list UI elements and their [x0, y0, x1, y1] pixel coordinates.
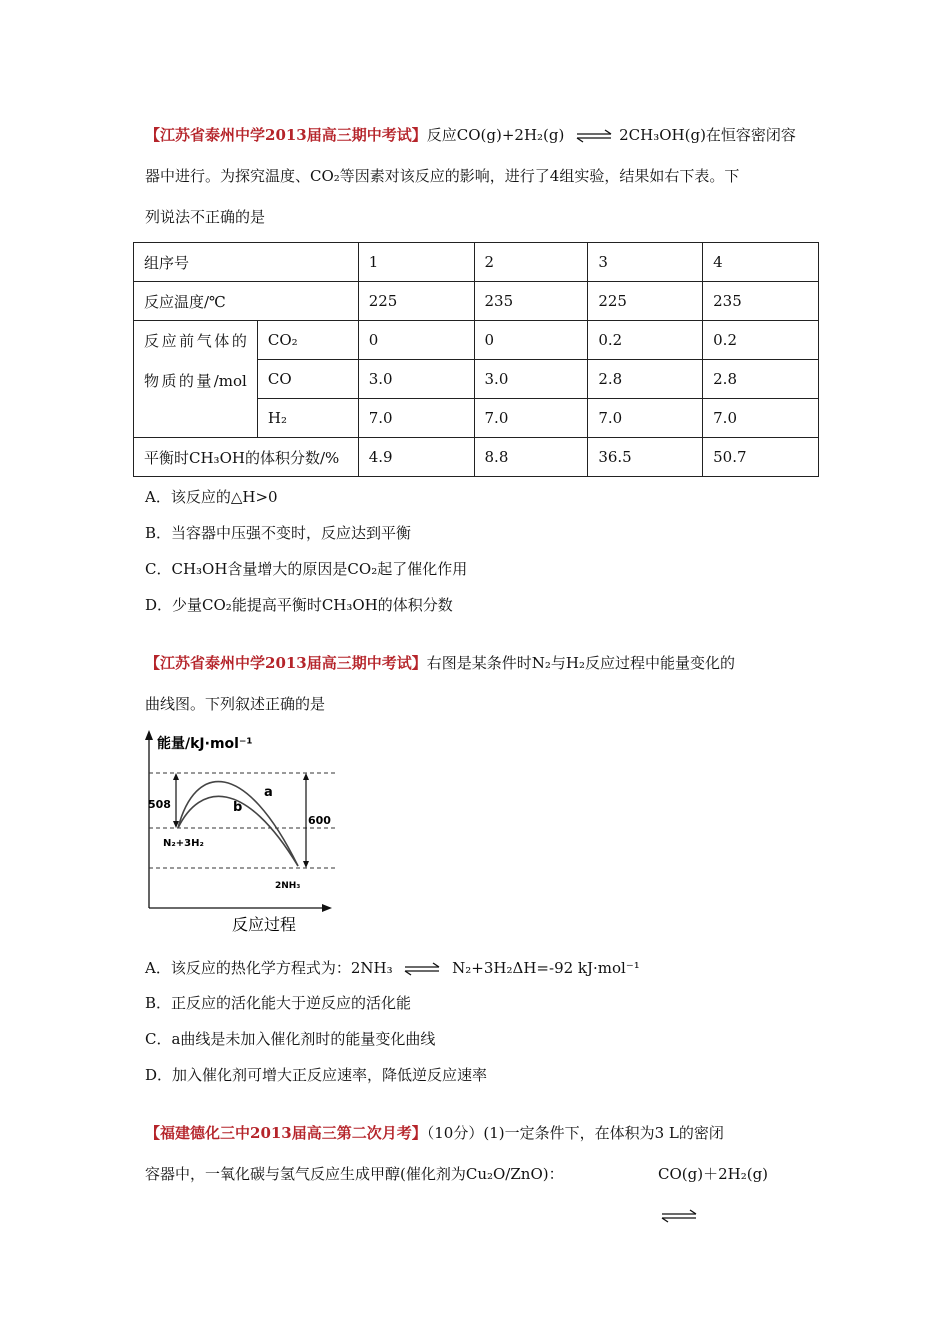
table-cell: 235 [703, 282, 819, 321]
energy-diagram [140, 728, 340, 936]
table-cell: 235 [474, 282, 588, 321]
table-cell: 0.2 [703, 321, 819, 360]
curve-a [178, 782, 298, 866]
value-600: 600 [308, 814, 331, 827]
q2-option-a-right: N₂+3H₂ΔH=-92 kJ·mol⁻¹ [452, 959, 640, 977]
y-axis-label: 能量/kJ·mol⁻¹ [157, 736, 253, 752]
table-cell: 3.0 [474, 360, 588, 399]
table-cell: H₂ [257, 399, 358, 438]
y-axis-arrow-icon [145, 730, 153, 740]
table-row-header [134, 243, 819, 282]
table-cell: CO₂ [257, 321, 358, 360]
q2-option-d: D．加入催化剂可增大正反应速率，降低逆反应速率 [145, 1066, 488, 1084]
arrow-up-icon [173, 773, 179, 780]
q2-stem [145, 643, 805, 725]
table-cell: 反应温度/℃ [134, 282, 359, 321]
q2-option-c: C．a曲线是未加入催化剂时的能量变化曲线 [145, 1030, 436, 1048]
q1-option-c: C．CH₃OH含量增大的原因是CO₂起了催化作用 [145, 560, 468, 578]
table-cell: 4 [703, 243, 819, 282]
q3-equation [658, 1154, 805, 1236]
q1-source: 【江苏省泰州中学2013届高三期中考试】 [145, 126, 427, 144]
table-cell: 3 [588, 243, 703, 282]
gas-amount-label: 反应前气体的物质的量/mol [134, 321, 258, 438]
q3-line1-text: （10分）(1)一定条件下，在体积为3 L的密闭 [426, 1124, 724, 1142]
table-cell: CO [257, 360, 358, 399]
table-cell: 0.2 [588, 321, 703, 360]
q3-stem [145, 1113, 805, 1195]
q2-option-a-left: A．该反应的热化学方程式为：2NH₃ [145, 959, 393, 977]
table-cell: 225 [588, 282, 703, 321]
table-cell: 2 [474, 243, 588, 282]
q1-line3: 列说法不正确的是 [145, 208, 266, 226]
x-axis-arrow-icon [322, 904, 332, 912]
table-cell: 50.7 [703, 438, 819, 477]
reactant-label: N₂+3H₂ [163, 838, 204, 849]
table-cell: 225 [358, 282, 474, 321]
curve-b-label: b [233, 800, 243, 815]
table-cell: 7.0 [588, 399, 703, 438]
q2-option-a [145, 957, 640, 978]
equilibrium-arrow-icon [575, 129, 613, 143]
table-row-result [134, 438, 819, 477]
q1-option-b: B．当容器中压强不变时，反应达到平衡 [145, 524, 412, 542]
table-cell: 组序号 [134, 243, 359, 282]
q1-option-d: D．少量CO₂能提高平衡时CH₃OH的体积分数 [145, 596, 453, 614]
q1-line1 [145, 115, 805, 156]
q3-equation-text: CO(g)＋2H₂(g) [658, 1165, 769, 1183]
table-cell: 2.8 [588, 360, 703, 399]
q2-source: 【江苏省泰州中学2013届高三期中考试】 [145, 654, 427, 672]
table-cell: 8.8 [474, 438, 588, 477]
table-cell: 0 [474, 321, 588, 360]
q3-line1 [145, 1113, 805, 1154]
table-cell: 7.0 [358, 399, 474, 438]
table-cell: 7.0 [474, 399, 588, 438]
product-label: 2NH₃ [275, 881, 301, 891]
arrow-up-icon [303, 773, 309, 780]
q1-option-a: A．该反应的△H>0 [145, 488, 278, 506]
equilibrium-arrow-icon [660, 1209, 698, 1223]
q1-line2: 器中进行。为探究温度、CO₂等因素对该反应的影响，进行了4组实验，结果如右下表。下 [145, 167, 740, 185]
table-cell: 4.9 [358, 438, 474, 477]
q2-line1-text: 右图是某条件时N₂与H₂反应过程中能量变化的 [426, 654, 735, 672]
table-cell: 36.5 [588, 438, 703, 477]
q3-line2-text: 容器中，一氧化碳与氢气反应生成甲醇(催化剂为Cu₂O/ZnO)： [145, 1165, 564, 1183]
table-cell: 1 [358, 243, 474, 282]
q3-source: 【福建德化三中2013届高三第二次月考】 [145, 1124, 427, 1142]
q1-stem [145, 115, 805, 238]
energy-diagram-svg [140, 728, 340, 936]
table-cell: 2.8 [703, 360, 819, 399]
value-508: 508 [148, 798, 171, 811]
arrow-down-icon [303, 861, 309, 868]
x-axis-label: 反应过程 [232, 915, 297, 934]
equilibrium-arrow-icon [403, 962, 441, 976]
table-cell: 0 [358, 321, 474, 360]
table-row-co2 [134, 321, 819, 360]
q2-line1 [145, 643, 805, 684]
q1-stem-a: 反应CO(g)+2H₂(g) [426, 126, 565, 144]
q2-option-b: B．正反应的活化能大于逆反应的活化能 [145, 994, 412, 1012]
q2-line2: 曲线图。下列叙述正确的是 [145, 695, 326, 713]
table-cell: 3.0 [358, 360, 474, 399]
table-row-temp [134, 282, 819, 321]
experiment-table [133, 242, 819, 477]
table-cell: 7.0 [703, 399, 819, 438]
q3-line2 [145, 1154, 805, 1195]
table-cell: 平衡时CH₃OH的体积分数/% [134, 438, 359, 477]
q1-stem-b: 2CH₃OH(g)在恒容密闭容 [619, 126, 796, 144]
curve-a-label: a [264, 785, 273, 800]
